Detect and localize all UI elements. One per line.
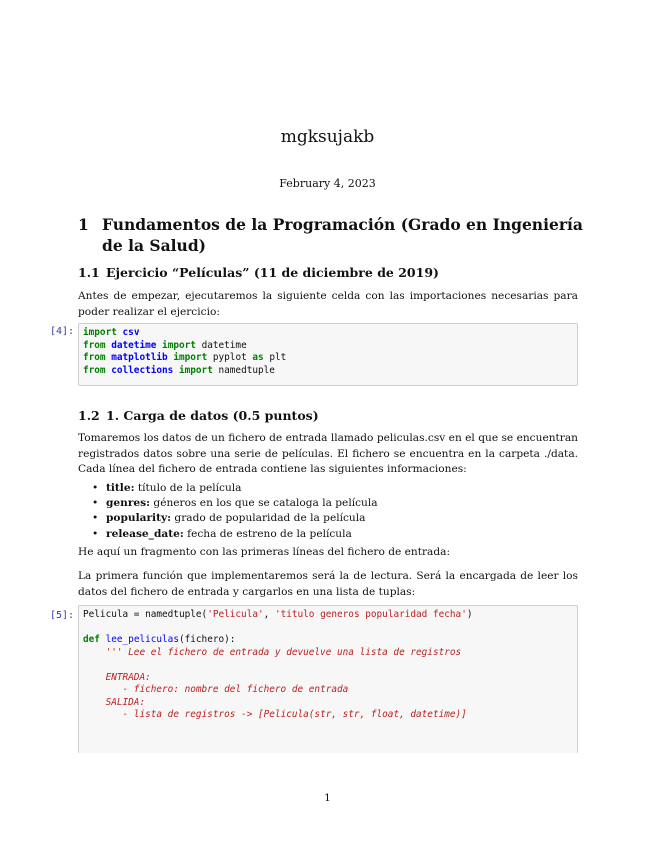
code-line <box>83 659 573 672</box>
field-term: release_date: <box>106 527 184 540</box>
subsection-number: 1.1 <box>78 265 100 280</box>
field-description: título de la película <box>134 482 242 494</box>
field-description: fecha de estreno de la película <box>183 527 352 540</box>
code-line <box>83 722 573 735</box>
code-line: from datetime import datetime <box>83 339 247 351</box>
code-line: - fichero: nombre del fichero de entrada <box>122 684 349 695</box>
field-list-item: • release_date: fecha de estreno de la película <box>92 527 352 540</box>
field-list-item: • genres: géneros en los que se cataloga la película <box>92 497 378 510</box>
code-line: def lee_peliculas(fichero): <box>83 634 236 645</box>
cell-prompt-4: [4]: <box>50 326 75 337</box>
code-line: Pelicula = namedtuple('Pelicula', 'titulo generos popularidad fecha') <box>83 609 473 620</box>
code-line: - lista de registros -> [Pelicula(str, str, float, datetime)] <box>122 709 467 720</box>
section-number: 1 <box>78 215 89 234</box>
code-line: from matplotlib import pyplot as plt <box>83 352 287 363</box>
subsection-title: Ejercicio “Películas” (11 de diciembre de 2019) <box>106 265 439 280</box>
subsection-number: 1.2 <box>78 408 100 423</box>
field-list-item: • title: título de la película <box>92 482 242 494</box>
code-line: ''' Lee el fichero de entrada y devuelve una lista de registros <box>105 646 462 658</box>
code-cell-lee-peliculas[interactable] <box>78 605 578 753</box>
fragment-paragraph: He aquí un fragmento con las primeras líneas del fichero de entrada: <box>78 546 451 558</box>
code-line: from collections import namedtuple <box>83 364 275 376</box>
subsection-title: 1. Carga de datos (0.5 puntos) <box>106 408 319 423</box>
intro-paragraph: Antes de empezar, ejecutaremos la siguiente celda con las importaciones necesarias para poder realizar el ejercicio: <box>78 290 578 318</box>
page-number: 1 <box>324 792 331 804</box>
field-list-item: • popularity: grado de popularidad de la película <box>92 512 366 525</box>
field-list <box>78 481 576 542</box>
document-date: February 4, 2023 <box>279 177 376 190</box>
code-cell-imports[interactable] <box>78 323 578 386</box>
section-title: Fundamentos de la Programación (Grado en Ingeniería de la Salud) <box>102 215 583 255</box>
code-line: import csv <box>83 327 140 338</box>
code-line <box>83 622 573 635</box>
subsection-heading-2 <box>78 408 319 423</box>
data-description-paragraph: Tomaremos los datos de un fichero de entrada llamado peliculas.csv en el que se encuentran registrados datos sobre una serie de películas. El fichero se encuentra en la carpeta ./data. Cada línea del fichero de entrada contiene las siguientes informaciones: <box>78 432 578 475</box>
field-term: genres: <box>106 497 151 510</box>
reading-function-paragraph: La primera función que implementaremos será la de lectura. Será la encargada de leer los datos del fichero de entrada y cargarlos en una lista de tuplas: <box>78 570 578 598</box>
field-description: géneros en los que se cataloga la película <box>150 497 378 510</box>
field-description: grado de popularidad de la película <box>171 512 366 525</box>
subsection-heading-1 <box>78 265 439 280</box>
code-line: ENTRADA: <box>105 671 151 683</box>
cell-prompt-5: [5]: <box>50 610 75 621</box>
code-line: SALIDA: <box>105 696 146 708</box>
field-term: popularity: <box>106 512 172 525</box>
document-title: mgksujakb <box>280 127 375 147</box>
field-term: title: <box>106 482 135 494</box>
